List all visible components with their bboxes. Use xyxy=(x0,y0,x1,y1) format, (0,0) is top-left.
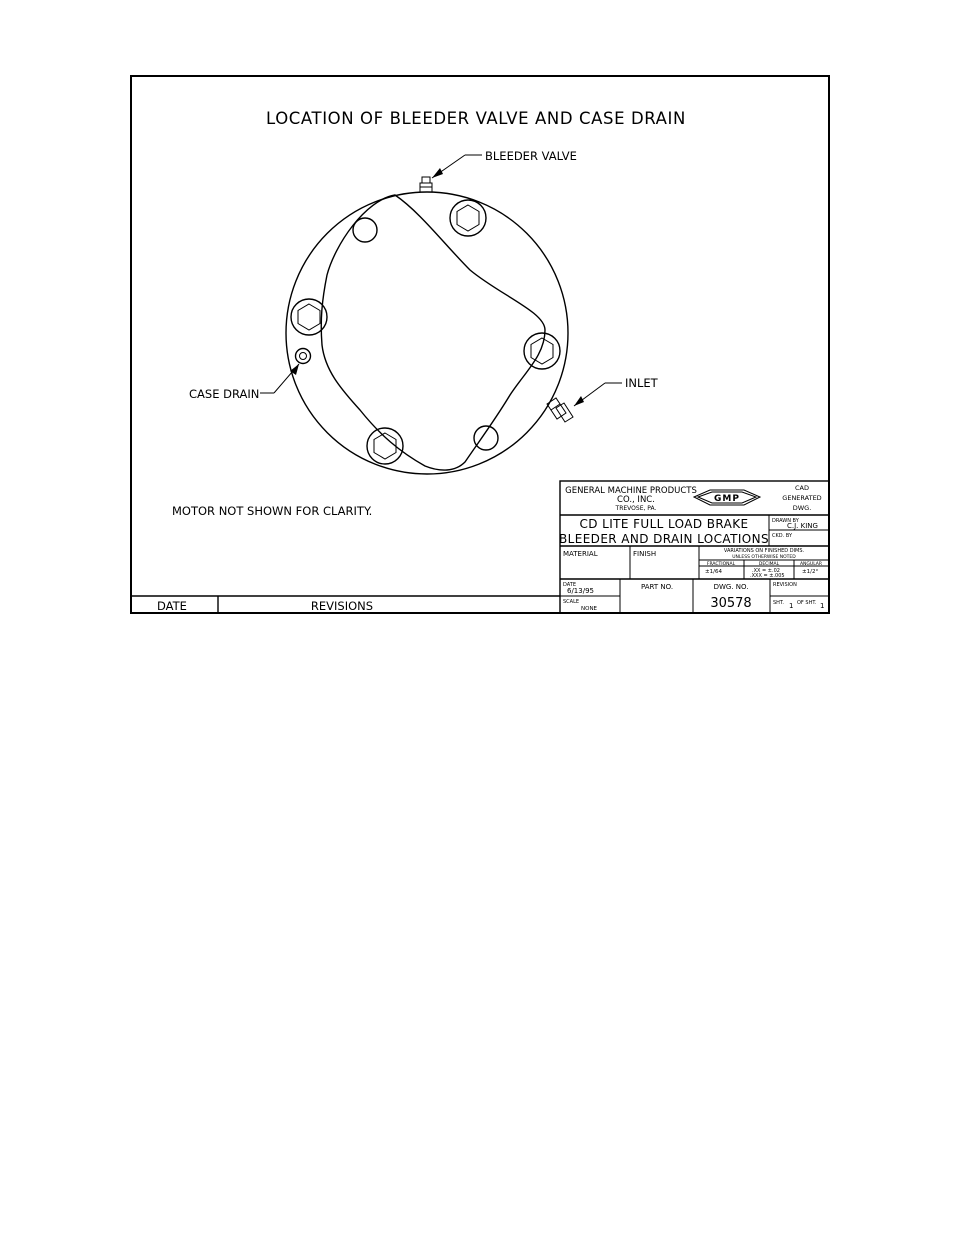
decimal-value-2: .XXX = ±.005 xyxy=(750,573,785,579)
inlet-label: INLET xyxy=(625,376,658,390)
case-drain-fitting xyxy=(296,349,311,364)
decimal-label: DECIMAL xyxy=(758,562,780,567)
drawing-title: LOCATION OF BLEEDER VALVE AND CASE DRAIN xyxy=(266,109,686,128)
variations-line1: VARIATIONS ON FINISHED DIMS. xyxy=(723,548,805,554)
callout-bleeder-valve xyxy=(432,149,577,178)
revisions-date-label: DATE xyxy=(157,599,187,613)
bleeder-valve-label: BLEEDER VALVE xyxy=(485,149,577,163)
brake-housing-view xyxy=(286,177,573,474)
cad-generated-line2: GENERATED xyxy=(782,494,822,502)
company-city: TREVOSE, PA. xyxy=(615,505,657,512)
decimal-value-1: .XX = ±.02 xyxy=(752,568,780,574)
hex-bolt-bottom xyxy=(367,428,403,464)
callout-inlet xyxy=(574,376,659,406)
date-label: DATE xyxy=(563,582,577,588)
cad-generated-line3: DWG. xyxy=(792,504,812,512)
date-value: 6/13/95 xyxy=(567,587,594,595)
material-label: MATERIAL xyxy=(563,550,598,558)
fractional-value: ±1/64 xyxy=(705,569,722,575)
housing-outer-circle xyxy=(286,192,568,474)
variations-line2: UNLESS OTHERWISE NOTED xyxy=(732,555,796,560)
part-no-label: PART NO. xyxy=(640,583,674,591)
revisions-label: REVISIONS xyxy=(310,599,374,613)
inlet-fitting xyxy=(547,398,573,422)
drawn-by-label: DRAWN BY xyxy=(772,518,799,524)
bleeder-valve-fitting xyxy=(420,177,432,192)
drawn-by-value: C.J. KING xyxy=(787,522,818,530)
callout-case-drain xyxy=(189,364,299,401)
company-name-line2: CO., INC. xyxy=(617,495,655,505)
angular-label: ANGULAR xyxy=(799,562,823,567)
scale-label: SCALE xyxy=(563,599,580,605)
dwg-no-value: 30578 xyxy=(710,596,752,611)
revision-label: REVISION xyxy=(773,582,797,588)
hole-upper-left xyxy=(353,218,377,242)
dwg-no-label: DWG. NO. xyxy=(713,583,749,591)
of-sheet-value: 1 xyxy=(820,602,825,610)
sheet-label: SHT. xyxy=(773,600,784,606)
cad-generated-line1: CAD xyxy=(795,484,809,492)
company-name-line1: GENERAL MACHINE PRODUCTS xyxy=(565,486,697,496)
drawing-note: MOTOR NOT SHOWN FOR CLARITY. xyxy=(172,504,373,518)
finish-label: FINISH xyxy=(633,550,657,558)
title-block xyxy=(559,481,829,613)
hex-bolt-top xyxy=(450,200,486,236)
hex-bolt-right xyxy=(524,333,560,369)
sheet-value: 1 xyxy=(789,602,794,610)
gmp-logo-text: GMP xyxy=(714,494,740,504)
of-sheet-label: OF SHT. xyxy=(797,600,817,606)
scale-value: NONE xyxy=(581,606,598,612)
revisions-strip xyxy=(131,596,560,613)
part-title-line1: CD LITE FULL LOAD BRAKE xyxy=(579,517,749,531)
case-drain-label: CASE DRAIN xyxy=(189,387,260,401)
angular-value: ±1/2° xyxy=(802,569,819,575)
part-title-line2: BLEEDER AND DRAIN LOCATIONS xyxy=(559,532,769,546)
hole-lower-right xyxy=(474,426,498,450)
fractional-label: FRACTIONAL xyxy=(706,562,736,567)
checked-by-label: CKD. BY xyxy=(772,533,793,539)
gmp-logo xyxy=(694,490,760,505)
